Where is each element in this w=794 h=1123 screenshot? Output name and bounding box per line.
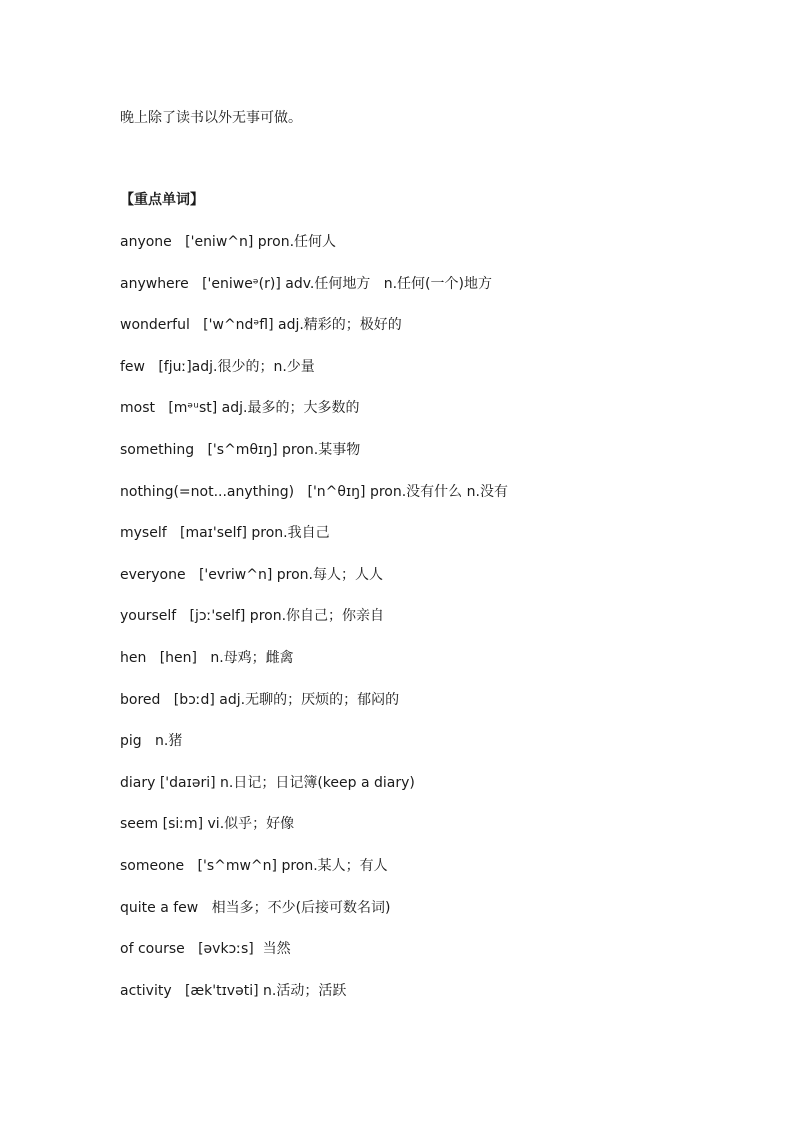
vocab-item-anyone: anyone ['eniw^n] pron.任何人 bbox=[120, 234, 337, 250]
vocab-item-diary: diary ['daɪəri] n.日记；日记簿(keep a diary) bbox=[120, 774, 415, 791]
vocab-item-someone: someone ['s^mw^n] pron.某人；有人 bbox=[120, 857, 388, 874]
vocab-item-seem: seem [siːm] vi.似乎；好像 bbox=[120, 816, 295, 833]
vocab-item-myself: myself [maɪ'self] pron.我自己 bbox=[120, 525, 330, 542]
section-heading: 【重点单词】 bbox=[120, 192, 204, 208]
vocab-item-anywhere: anywhere ['eniweᵊ(r)] adv.任何地方 n.任何(一个)地方 bbox=[120, 275, 492, 292]
vocab-item-quite-a-few: quite a few 相当多；不少(后接可数名词) bbox=[120, 899, 391, 916]
vocab-item-yourself: yourself [jɔː'self] pron.你自己；你亲自 bbox=[120, 608, 385, 625]
vocab-item-few: few [fjuː]adj.很少的；n.少量 bbox=[120, 358, 315, 375]
vocab-item-bored: bored [bɔːd] adj.无聊的；厌烦的；郁闷的 bbox=[120, 691, 400, 708]
vocab-item-pig: pig n.猪 bbox=[120, 733, 183, 750]
vocab-item-something: something ['s^mθɪŋ] pron.某事物 bbox=[120, 441, 361, 458]
vocab-item-hen: hen [hen] n.母鸡；雌禽 bbox=[120, 649, 294, 666]
vocab-list bbox=[120, 232, 508, 1022]
vocab-item-activity: activity [æk'tɪvəti] n.活动；活跃 bbox=[120, 982, 347, 999]
vocab-item-wonderful: wonderful ['w^ndᵊfl] adj.精彩的；极好的 bbox=[120, 317, 402, 334]
vocab-item-most: most [mᵊᵘst] adj.最多的；大多数的 bbox=[120, 400, 360, 417]
vocab-item-everyone: everyone ['evriw^n] pron.每人；人人 bbox=[120, 566, 383, 583]
intro-sentence: 晚上除了读书以外无事可做。 bbox=[120, 110, 302, 126]
vocab-item-of-course: of course [əvkɔːs] 当然 bbox=[120, 941, 291, 958]
vocab-item-nothing: nothing(=not...anything) ['n^θɪŋ] pron.没有什么 n.没有 bbox=[120, 483, 508, 500]
